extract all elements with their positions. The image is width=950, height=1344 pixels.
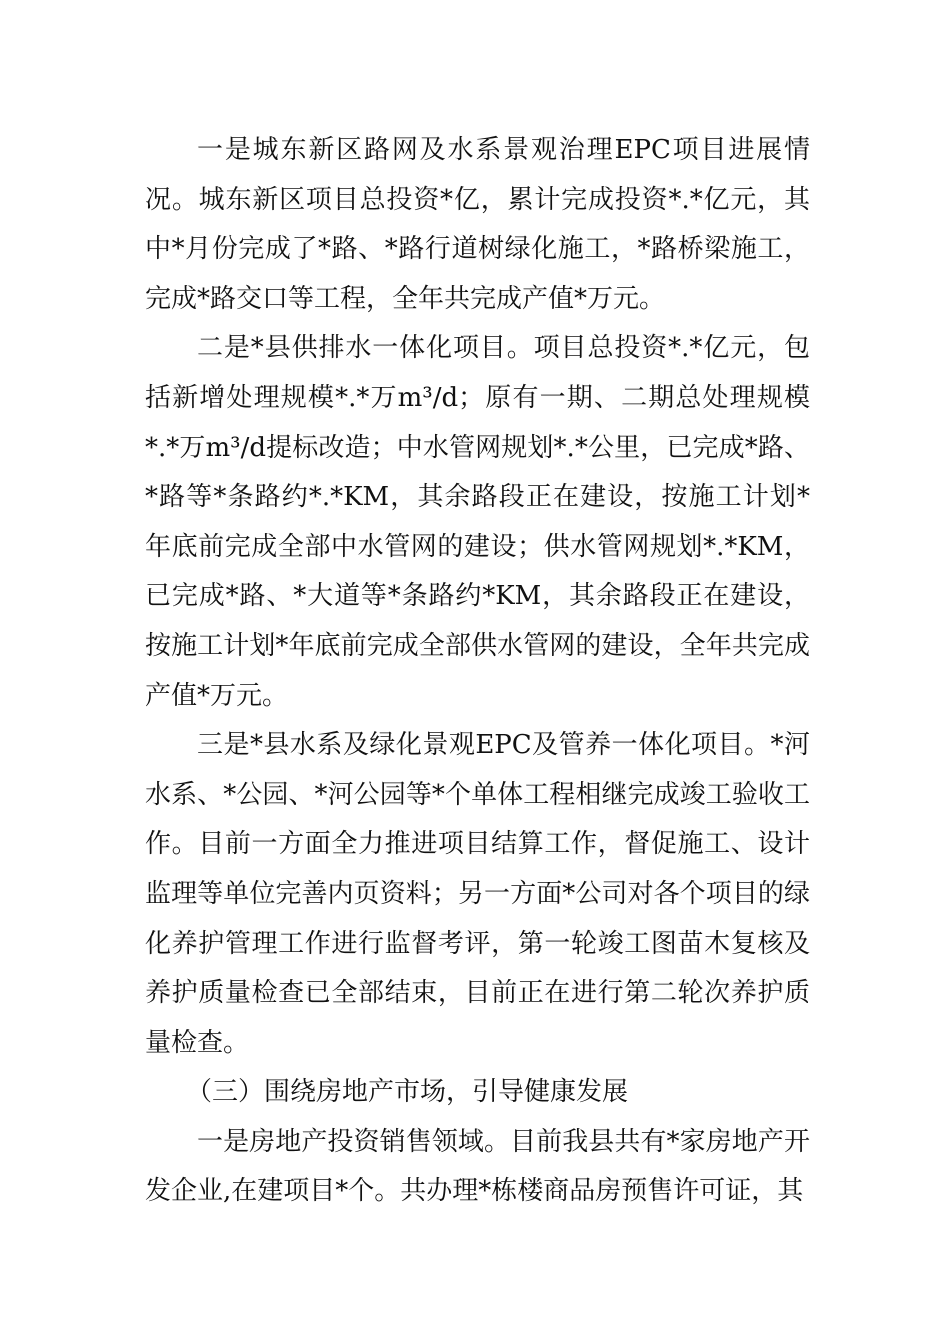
paragraph-water-supply-drainage: 二是*县供排水一体化项目。项目总投资*.*亿元，包括新增处理规模*.*万m³/d；原有一期、二期总处理规模*.*万m³/d提标改造；中水管网规划*.*公里，已完成*路、*路等*条路约*.*KM，其余路段正在建设，按施工计划*年底前完成全部中水管网的建设；供水管网规划*.*KM，已完成*路、*大道等*条路约*KM，其余路段正在建设，按施工计划*年底前完成全部供水管网的建设，全年共完成产值*万元。: [145, 333, 810, 711]
section-heading: （三）围绕房地产市场，引导健康发展: [186, 1077, 629, 1108]
document-body: [145, 126, 810, 1217]
paragraph-real-estate: 一是房地产投资销售领域。目前我县共有*家房地产开发企业,在建项目*个。共办理*栋楼商品房预售许可证，其: [145, 1126, 810, 1207]
paragraph-water-landscape-epc: 三是*县水系及绿化景观EPC及管养一体化项目。*河水系、*公园、*河公园等*个单体工程相继完成竣工验收工作。目前一方面全力推进项目结算工作，督促施工、设计监理等单位完善内页资料；另一方面*公司对各个项目的绿化养护管理工作进行监督考评，第一轮竣工图苗木复核及养护质量检查已全部结束，目前正在进行第二轮次养护质量检查。: [145, 730, 810, 1058]
paragraph-east-district-epc: 一是城东新区路网及水系景观治理EPC项目进展情况。城东新区项目总投资*亿，累计完成投资*.*亿元，其中*月份完成了*路、*路行道树绿化施工，*路桥梁施工，完成*路交口等工程，全年共完成产值*万元。: [145, 135, 810, 314]
